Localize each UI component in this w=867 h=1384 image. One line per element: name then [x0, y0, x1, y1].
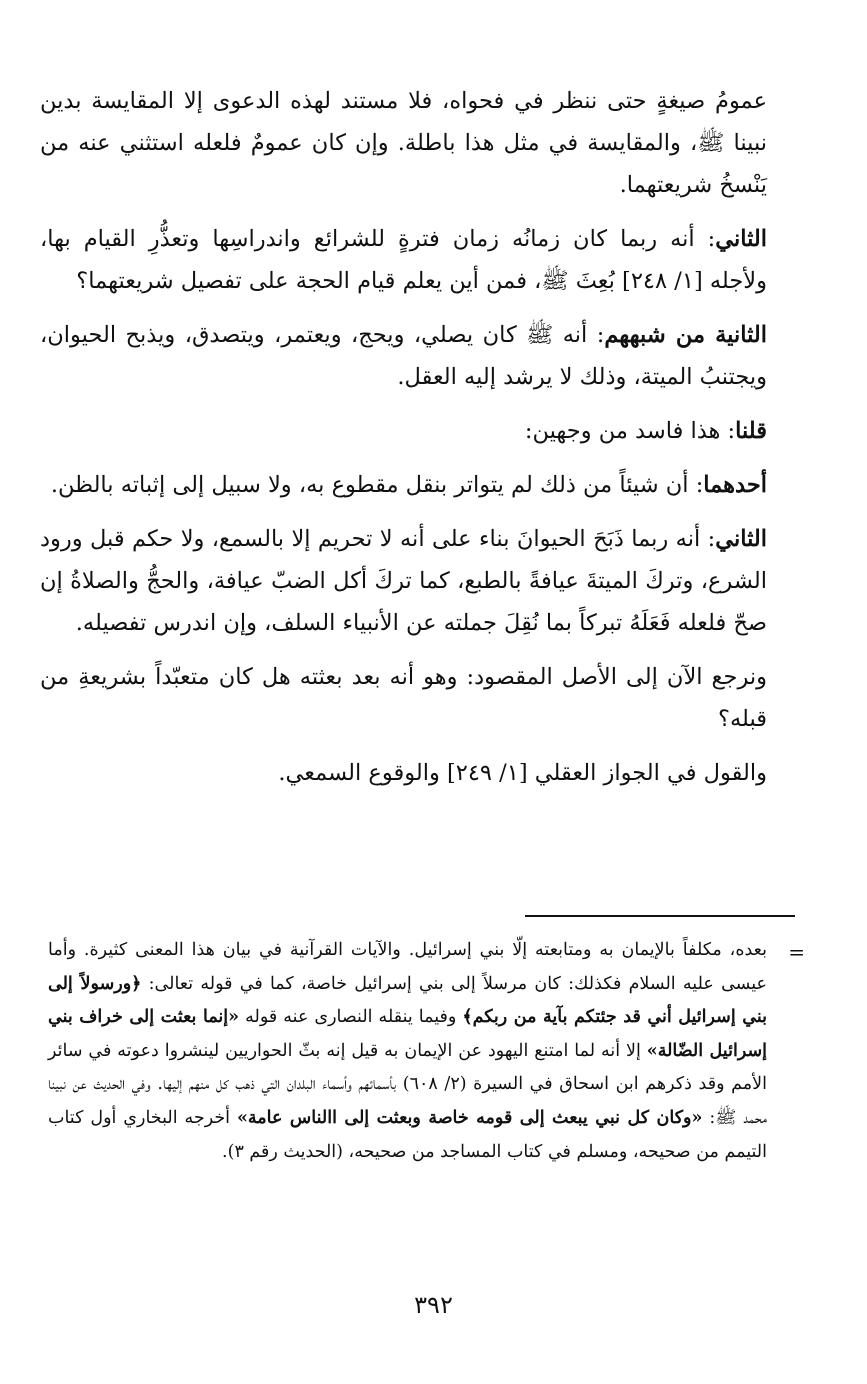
footnote-continuation-marker: = [788, 940, 805, 964]
paragraph-6 [40, 518, 767, 644]
paragraph-text: : أنه ربما كان زمانُه زمان فترةٍ للشرائع واندراسِها وتعذُّرِ القيام بها، ولأجله [١/ ٢٤٨] بُعِثَ ﷺ، فمن أين يعلم قيام الحجة على تفصيل شريعتهما؟ [40, 226, 767, 294]
footnote-text [48, 934, 767, 1169]
paragraph-lead: الثاني [715, 226, 767, 252]
main-text [40, 80, 767, 806]
paragraph-text: : هذا فاسد من وجهين: [524, 418, 736, 444]
footnote-quote: ﴿ورسولاً إلى بني إسرائيل أني قد جئتكم بآية من ربكم﴾ [48, 973, 767, 1028]
footnote-quote: «وكان كل نبي يبعث إلى قومه خاصة وبعثت إلى االناس عامة» [236, 1107, 703, 1128]
paragraph-lead: أحدهما [703, 472, 767, 498]
paragraph-lead: الثانية من شبههم [604, 322, 767, 348]
footnote-segment: وفيما ينقله النصارى عنه قوله [239, 1007, 463, 1028]
paragraph-3 [40, 314, 767, 398]
footnote [48, 934, 767, 1169]
paragraph-5 [40, 464, 767, 506]
paragraph-8: والقول في الجواز العقلي [١/ ٢٤٩] والوقوع السمعي. [278, 760, 767, 786]
page-number: ٣٩٢ [414, 1291, 453, 1319]
paragraph-1: عمومُ صيغةٍ حتى ننظر في فحواه، فلا مستند لهذه الدعوى إلا المقايسة بدين نبينا ﷺ، والمقايسة في مثل هذا باطلة. وإن كان عمومٌ فلعله استثني عنه من يَنْسخُ شريعتهما. [40, 88, 767, 198]
paragraph-text: : أنه ﷺ كان يصلي، ويحج، ويعتمر، ويتصدق، ويذبح الحيوان، ويجتنبُ الميتة، وذلك لا يرشد إليه العقل. [40, 322, 767, 390]
paragraph-7: ونرجع الآن إلى الأصل المقصود: وهو أنه بعد بعثته هل كان متعبّداً بشريعةِ من قبله؟ [40, 664, 767, 732]
paragraph-lead: الثاني [715, 526, 767, 552]
footnote-segment: بعده، مكلفاً بالإيمان به ومتابعته إلّا بني إسرائيل. والآيات القرآنية في بيان هذا المعنى كثيرة. وأما عيسى عليه السلام فكذلك: كان مرسلاً إلى بني إسرائيل خاصة، كما في قوله تعالى: [48, 940, 767, 994]
footnote-separator [525, 915, 795, 917]
footnote-segment: إلا أنه لما امتنع اليهود عن الإيمان به قيل إنه بثّ الحواريين لينشروا دعوته في سائر الأمم وقد ذكرهم ابن اسحاق في السيرة (٢/ ٦٠٨) بأسمائهم وأسماء البلدان التي ذهب كل منهم إليها. وفي الحديث عن نبينا محمد ﷺ: [48, 1040, 768, 1128]
footnote-segment: أخرجه البخاري أول كتاب التيمم من صحيحه، ومسلم في كتاب المساجد من صحيحه، (الحديث رقم ٣). [48, 1107, 767, 1162]
paragraph-text: : أن شيئاً من ذلك لم يتواتر بنقل مقطوع به، ولا سبيل إلى إثباته بالظن. [50, 472, 704, 498]
paragraph-4 [40, 410, 767, 452]
paragraph-lead: قلنا [735, 418, 767, 444]
footnote-quote: «إنما بعثت إلى خراف بني إسرائيل الضّالة» [48, 1007, 767, 1061]
paragraph-text: : أنه ربما ذَبَحَ الحيوانَ بناء على أنه لا تحريم إلا بالسمع، ولا حكم قبل ورود الشرع، وتركَ الميتةَ عيافةً بالطبع، كما تركَ أكل الضبّ عيافة، والحجُّ والصلاةُ إن صحّ فلعله فَعَلَهُ تبركاً بما نُقِلَ جملته عن الأنبياء السلف، وإن اندرس تفصيله. [40, 526, 767, 636]
paragraph-2 [40, 218, 767, 302]
